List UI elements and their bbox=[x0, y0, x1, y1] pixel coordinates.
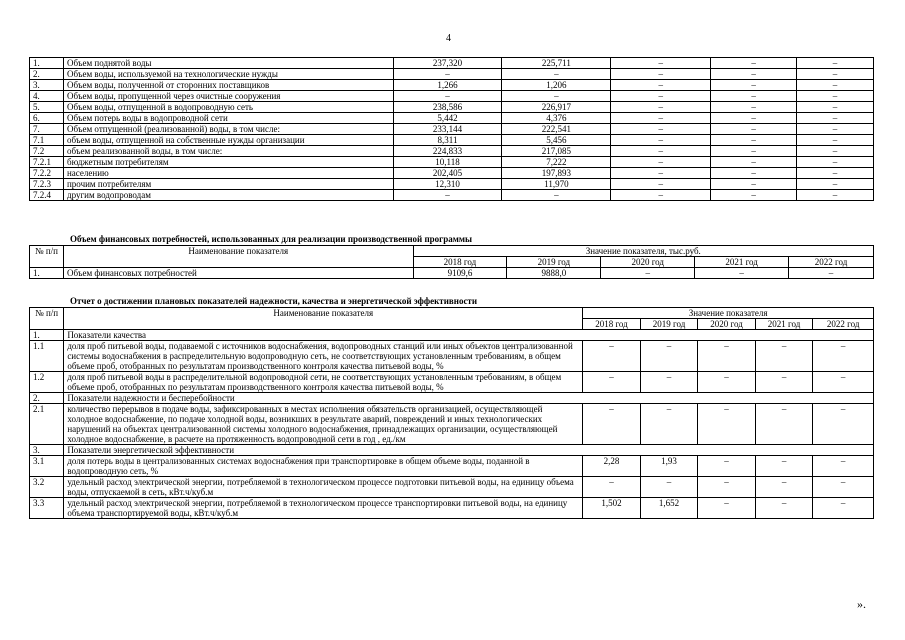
value-cell: – bbox=[797, 113, 874, 124]
value-cell: – bbox=[698, 456, 756, 477]
row-name: бюджетным потребителям bbox=[63, 157, 393, 168]
financial-needs-table bbox=[29, 245, 874, 279]
value-cell: – bbox=[755, 456, 813, 477]
row-number: 7.1 bbox=[30, 135, 64, 146]
value-cell: – bbox=[797, 135, 874, 146]
table-row bbox=[30, 168, 874, 179]
value-cell: – bbox=[502, 69, 611, 80]
row-number: 1.2 bbox=[30, 372, 64, 393]
value-cell: – bbox=[502, 190, 611, 201]
section-row bbox=[30, 330, 874, 341]
value-cell: – bbox=[797, 80, 874, 91]
value-cell: – bbox=[611, 179, 711, 190]
value-cell: – bbox=[611, 168, 711, 179]
value-cell: – bbox=[755, 404, 813, 445]
table-row bbox=[30, 179, 874, 190]
table-row bbox=[30, 102, 874, 113]
value-cell: – bbox=[797, 168, 874, 179]
value-cell: – bbox=[695, 268, 789, 279]
table-row bbox=[30, 341, 874, 372]
row-name: Объем финансовых потребностей bbox=[63, 268, 413, 279]
value-cell: – bbox=[611, 113, 711, 124]
value-cell: – bbox=[711, 80, 797, 91]
value-cell: – bbox=[797, 91, 874, 102]
section-row bbox=[30, 445, 874, 456]
col-num-header: № п/п bbox=[30, 308, 64, 330]
value-cell: – bbox=[611, 91, 711, 102]
row-number: 1. bbox=[30, 58, 64, 69]
row-name: другим водопроводам bbox=[63, 190, 393, 201]
row-number: 3.1 bbox=[30, 456, 64, 477]
table-row bbox=[30, 190, 874, 201]
value-cell: – bbox=[797, 146, 874, 157]
value-cell: 9888,0 bbox=[507, 268, 601, 279]
value-cell: – bbox=[711, 113, 797, 124]
value-cell: – bbox=[711, 69, 797, 80]
value-cell: – bbox=[711, 190, 797, 201]
value-cell: – bbox=[611, 69, 711, 80]
value-cell: – bbox=[583, 477, 641, 498]
value-cell: – bbox=[502, 91, 611, 102]
row-number: 1. bbox=[30, 330, 64, 341]
value-cell: – bbox=[698, 477, 756, 498]
row-name: доля потерь воды в централизованных системах водоснабжения при транспортировке в общем объеме воды, поданной в водопроводную сеть, % bbox=[64, 456, 583, 477]
row-name: населению bbox=[63, 168, 393, 179]
value-cell: – bbox=[698, 498, 756, 519]
row-number: 2. bbox=[30, 393, 64, 404]
row-name: доля проб питьевой воды в распределительной водопроводной сети, не соответствующих установленным требованиям, в общем объеме проб, отобранных по результатам производственного контроля качества питьевой воды, % bbox=[64, 372, 583, 393]
col-num-header: № п/п bbox=[30, 246, 64, 268]
col-name-header: Наименование показателя bbox=[63, 246, 413, 268]
value-cell: 1,206 bbox=[502, 80, 611, 91]
value-cell: – bbox=[393, 91, 502, 102]
year-header: 2019 год bbox=[507, 257, 601, 268]
water-volume-table bbox=[29, 57, 874, 201]
table-row bbox=[30, 157, 874, 168]
row-name: Объем воды, используемой на технологические нужды bbox=[63, 69, 393, 80]
row-name: количество перерывов в подаче воды, зафиксированных в местах исполнения обязательств организацией, осуществляющей холодное водоснабжение, по подаче холодной воды, возникших в результате аварий, повреждений и иных технологических нарушений на объектах централизованной системы холодного водоснабжения, принадлежащих организации, осуществляющей холодное водоснабжение, в расчете на протяженность водопроводной сети в год , ед./км bbox=[64, 404, 583, 445]
row-number: 7.2.1 bbox=[30, 157, 64, 168]
year-header: 2018 год bbox=[413, 257, 507, 268]
row-number: 6. bbox=[30, 113, 64, 124]
value-cell: – bbox=[797, 190, 874, 201]
indicators-report-table bbox=[29, 307, 874, 519]
value-cell: – bbox=[583, 404, 641, 445]
value-cell: 5,442 bbox=[393, 113, 502, 124]
value-cell: 225,711 bbox=[502, 58, 611, 69]
table-row bbox=[30, 113, 874, 124]
value-cell: – bbox=[601, 268, 695, 279]
row-number: 7.2.4 bbox=[30, 190, 64, 201]
table-row bbox=[30, 146, 874, 157]
row-name: удельный расход электрической энергии, потребляемой в технологическом процессе транспортировки питьевой воды, на единицу объема транспортируемой воды, кВт.ч/куб.м bbox=[64, 498, 583, 519]
value-cell: – bbox=[711, 157, 797, 168]
value-cell: 2,28 bbox=[583, 456, 641, 477]
value-cell: 5,456 bbox=[502, 135, 611, 146]
row-number: 2. bbox=[30, 69, 64, 80]
value-cell: – bbox=[797, 179, 874, 190]
financial-table-title: Объем финансовых потребностей, использованных для реализации производственной программы bbox=[70, 234, 473, 244]
report-table-title: Отчет о достижении плановых показателей надежности, качества и энергетической эффективности bbox=[70, 296, 478, 306]
closing-quote: ». bbox=[857, 597, 866, 611]
value-cell: 9109,6 bbox=[413, 268, 507, 279]
row-number: 3.2 bbox=[30, 477, 64, 498]
col-values-header: Значение показателя bbox=[583, 308, 874, 319]
value-cell: 11,970 bbox=[502, 179, 611, 190]
value-cell: – bbox=[711, 179, 797, 190]
row-name: Объем воды, отпущенной в водопроводную сеть bbox=[63, 102, 393, 113]
row-name: Объем отпущенной (реализованной) воды, в том числе: bbox=[63, 124, 393, 135]
section-title: Показатели энергетической эффективности bbox=[64, 445, 874, 456]
value-cell: – bbox=[797, 58, 874, 69]
value-cell: – bbox=[698, 341, 756, 372]
table-row bbox=[30, 58, 874, 69]
row-name: прочим потребителям bbox=[63, 179, 393, 190]
section-title: Показатели качества bbox=[64, 330, 874, 341]
row-number: 7.2.2 bbox=[30, 168, 64, 179]
value-cell: – bbox=[711, 146, 797, 157]
value-cell: 226,917 bbox=[502, 102, 611, 113]
year-header: 2019 год bbox=[640, 319, 698, 330]
row-number: 4. bbox=[30, 91, 64, 102]
value-cell: – bbox=[711, 102, 797, 113]
value-cell: 10,118 bbox=[393, 157, 502, 168]
value-cell: – bbox=[711, 168, 797, 179]
page-number: 4 bbox=[446, 33, 451, 44]
row-number: 3.3 bbox=[30, 498, 64, 519]
value-cell: – bbox=[711, 135, 797, 146]
table-row bbox=[30, 124, 874, 135]
row-name: объем реализованной воды, в том числе: bbox=[63, 146, 393, 157]
value-cell: 1,502 bbox=[583, 498, 641, 519]
row-name: объем воды, отпущенной на собственные нужды организации bbox=[63, 135, 393, 146]
table-row bbox=[30, 135, 874, 146]
section-row bbox=[30, 393, 874, 404]
value-cell: 202,405 bbox=[393, 168, 502, 179]
row-number: 2.1 bbox=[30, 404, 64, 445]
value-cell: 233,144 bbox=[393, 124, 502, 135]
value-cell: – bbox=[813, 404, 874, 445]
value-cell: 7,222 bbox=[502, 157, 611, 168]
value-cell: – bbox=[797, 69, 874, 80]
value-cell: – bbox=[813, 498, 874, 519]
value-cell: – bbox=[611, 80, 711, 91]
row-number: 3. bbox=[30, 80, 64, 91]
value-cell: – bbox=[711, 91, 797, 102]
value-cell: – bbox=[797, 124, 874, 135]
year-header: 2022 год bbox=[813, 319, 874, 330]
value-cell: 197,893 bbox=[502, 168, 611, 179]
table-row bbox=[30, 404, 874, 445]
value-cell: 224,833 bbox=[393, 146, 502, 157]
value-cell: – bbox=[698, 404, 756, 445]
value-cell: – bbox=[611, 124, 711, 135]
row-name: Объем поднятой воды bbox=[63, 58, 393, 69]
value-cell: – bbox=[611, 102, 711, 113]
col-name-header: Наименование показателя bbox=[64, 308, 583, 330]
value-cell: – bbox=[755, 498, 813, 519]
year-header: 2020 год bbox=[601, 257, 695, 268]
year-header: 2021 год bbox=[695, 257, 789, 268]
value-cell: – bbox=[583, 372, 641, 393]
row-number: 7.2.3 bbox=[30, 179, 64, 190]
row-number: 1. bbox=[30, 268, 64, 279]
value-cell: – bbox=[711, 124, 797, 135]
value-cell: 4,376 bbox=[502, 113, 611, 124]
value-cell: 238,586 bbox=[393, 102, 502, 113]
value-cell: – bbox=[789, 268, 874, 279]
value-cell: – bbox=[611, 157, 711, 168]
value-cell: – bbox=[640, 477, 698, 498]
value-cell: – bbox=[611, 58, 711, 69]
value-cell: – bbox=[640, 372, 698, 393]
value-cell: 237,320 bbox=[393, 58, 502, 69]
value-cell: – bbox=[611, 135, 711, 146]
value-cell: 1,266 bbox=[393, 80, 502, 91]
table-row bbox=[30, 498, 874, 519]
value-cell: – bbox=[797, 157, 874, 168]
row-number: 7.2 bbox=[30, 146, 64, 157]
table-row bbox=[30, 372, 874, 393]
col-values-header: Значение показателя, тыс.руб. bbox=[413, 246, 874, 257]
value-cell: 1,93 bbox=[640, 456, 698, 477]
row-name: удельный расход электрической энергии, потребляемой в технологическом процессе подготовки питьевой воды, на единицу объема воды, отпускаемой в сеть, кВт.ч/куб.м bbox=[64, 477, 583, 498]
value-cell: – bbox=[813, 341, 874, 372]
year-header: 2022 год bbox=[789, 257, 874, 268]
value-cell: 222,541 bbox=[502, 124, 611, 135]
year-header: 2021 год bbox=[755, 319, 813, 330]
value-cell: – bbox=[583, 341, 641, 372]
year-header: 2020 год bbox=[698, 319, 756, 330]
table-row bbox=[30, 69, 874, 80]
value-cell: 217,085 bbox=[502, 146, 611, 157]
value-cell: – bbox=[755, 341, 813, 372]
section-title: Показатели надежности и бесперебойности bbox=[64, 393, 874, 404]
table-row bbox=[30, 91, 874, 102]
row-name: Объем воды, полученной от сторонних поставщиков bbox=[63, 80, 393, 91]
table-row bbox=[30, 477, 874, 498]
value-cell: – bbox=[698, 372, 756, 393]
row-name: Объем потерь воды в водопроводной сети bbox=[63, 113, 393, 124]
value-cell: – bbox=[813, 477, 874, 498]
value-cell: – bbox=[797, 102, 874, 113]
row-number: 3. bbox=[30, 445, 64, 456]
value-cell: – bbox=[813, 372, 874, 393]
value-cell: 1,652 bbox=[640, 498, 698, 519]
value-cell: – bbox=[393, 69, 502, 80]
value-cell: – bbox=[640, 341, 698, 372]
table-row bbox=[30, 268, 874, 279]
value-cell: – bbox=[611, 190, 711, 201]
row-number: 7. bbox=[30, 124, 64, 135]
row-number: 1.1 bbox=[30, 341, 64, 372]
value-cell: – bbox=[393, 190, 502, 201]
value-cell: 8,311 bbox=[393, 135, 502, 146]
value-cell: – bbox=[711, 58, 797, 69]
value-cell: – bbox=[755, 477, 813, 498]
value-cell: – bbox=[640, 404, 698, 445]
table-row bbox=[30, 80, 874, 91]
year-header: 2018 год bbox=[583, 319, 641, 330]
row-number: 5. bbox=[30, 102, 64, 113]
value-cell: 12,310 bbox=[393, 179, 502, 190]
table-row bbox=[30, 456, 874, 477]
value-cell: – bbox=[813, 456, 874, 477]
row-name: доля проб питьевой воды, подаваемой с источников водоснабжения, водопроводных станций или иных объектов централизованной системы водоснабжения в распределительную водопроводную сеть, не соответствующих установленным требованиям, в общем объеме проб, отобранных по результатам производственного контроля качества питьевой воды, % bbox=[64, 341, 583, 372]
value-cell: – bbox=[755, 372, 813, 393]
row-name: Объем воды, пропущенной через очистные сооружения bbox=[63, 91, 393, 102]
value-cell: – bbox=[611, 146, 711, 157]
